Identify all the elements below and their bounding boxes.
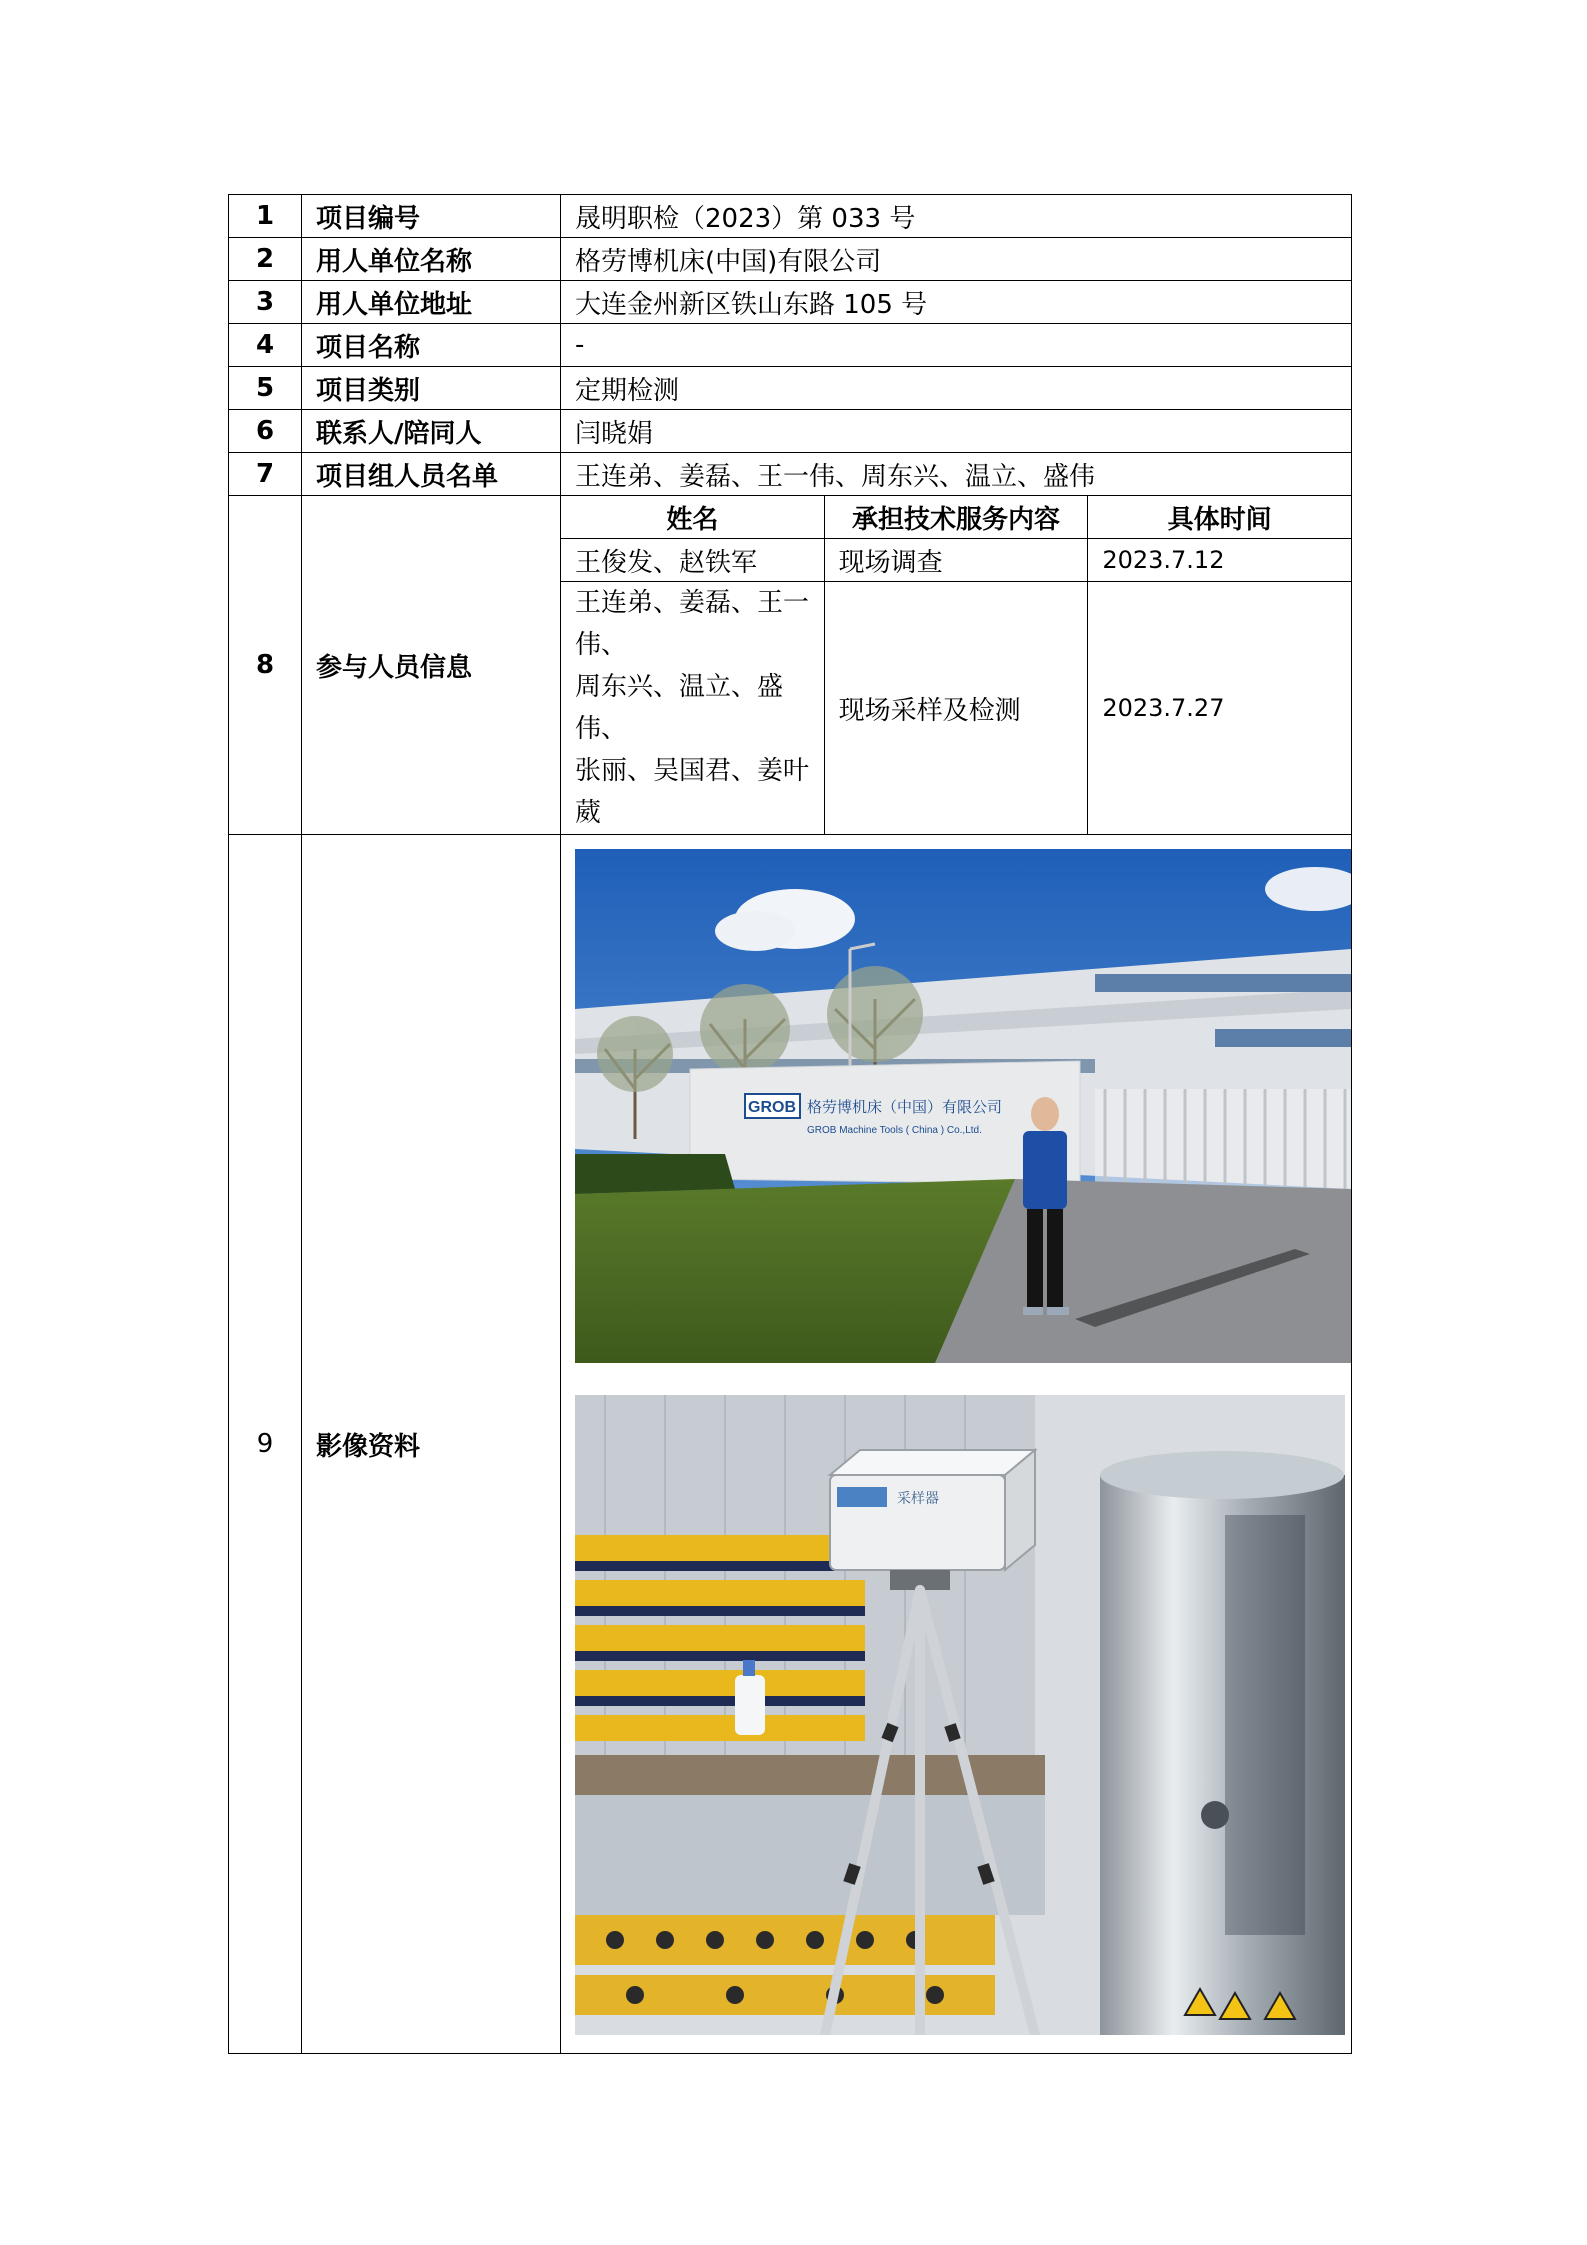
row-number: 4	[229, 324, 302, 367]
participant-names-line: 周东兴、温立、盛伟、	[575, 672, 784, 744]
row-number: 6	[229, 410, 302, 453]
field-label: 用人单位名称	[302, 238, 561, 281]
row-number: 7	[229, 453, 302, 496]
field-value: 晟明职检（2023）第 033 号	[561, 195, 1352, 238]
field-label: 项目类别	[302, 367, 561, 410]
field-value: 闫晓娟	[561, 410, 1352, 453]
table-row	[229, 238, 1352, 281]
grob-logo: GROB	[748, 1099, 796, 1116]
field-label: 影像资料	[302, 835, 561, 2054]
participants-header-date: 具体时间	[1088, 496, 1352, 539]
field-value: 格劳博机床(中国)有限公司	[561, 238, 1352, 281]
participants-header-name: 姓名	[561, 496, 825, 539]
table-row	[229, 324, 1352, 367]
sign-company-name-en: GROB Machine Tools ( China ) Co.,Ltd.	[807, 1125, 982, 1136]
project-info-table	[228, 194, 1352, 2054]
table-row	[229, 496, 1352, 539]
field-value: 大连金州新区铁山东路 105 号	[561, 281, 1352, 324]
participants-header-task: 承担技术服务内容	[824, 496, 1088, 539]
field-label: 项目名称	[302, 324, 561, 367]
field-value: 定期检测	[561, 367, 1352, 410]
participant-task: 现场调查	[824, 539, 1088, 582]
row-number: 9	[229, 835, 302, 2054]
sign-company-name: 格劳博机床（中国）有限公司	[807, 1098, 1003, 1116]
row-number: 3	[229, 281, 302, 324]
table-row	[229, 453, 1352, 496]
field-label: 项目组人员名单	[302, 453, 561, 496]
field-label: 参与人员信息	[302, 496, 561, 835]
field-label: 用人单位地址	[302, 281, 561, 324]
field-label: 项目编号	[302, 195, 561, 238]
field-value: -	[561, 324, 1352, 367]
image-cell	[561, 835, 1352, 2054]
row-number: 2	[229, 238, 302, 281]
participant-date: 2023.7.12	[1088, 539, 1352, 582]
factory-entrance-photo	[575, 849, 1351, 1363]
participant-date: 2023.7.27	[1088, 582, 1352, 835]
table-row	[229, 410, 1352, 453]
participant-names: 王俊发、赵铁军	[561, 539, 825, 582]
table-row	[229, 195, 1352, 238]
sampling-photo	[575, 1395, 1345, 2035]
field-label: 联系人/陪同人	[302, 410, 561, 453]
participant-names-line: 王连弟、姜磊、王一伟、	[575, 588, 810, 660]
participant-task: 现场采样及检测	[824, 582, 1088, 835]
row-number: 5	[229, 367, 302, 410]
table-row	[229, 281, 1352, 324]
row-number: 8	[229, 496, 302, 835]
sampler-label: 采样器	[897, 1491, 939, 1507]
participant-names-line: 张丽、吴国君、姜叶葳	[575, 756, 810, 828]
field-value: 王连弟、姜磊、王一伟、周东兴、温立、盛伟	[561, 453, 1352, 496]
row-number: 1	[229, 195, 302, 238]
participant-names	[561, 582, 825, 835]
table-row	[229, 367, 1352, 410]
table-row	[229, 835, 1352, 2054]
